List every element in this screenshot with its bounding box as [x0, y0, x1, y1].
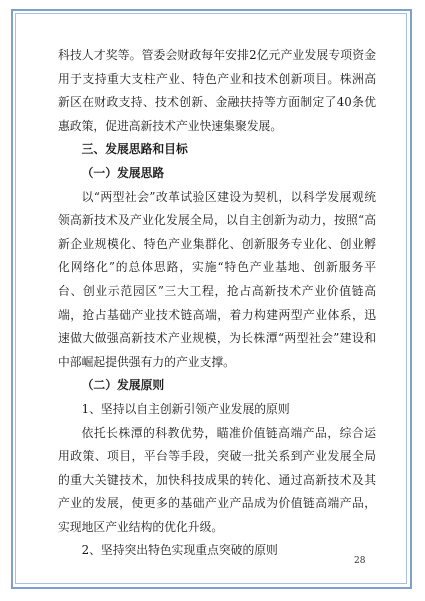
- subsection-heading: （一）发展思路: [81, 165, 165, 180]
- paragraph-development-approach: 以“两型社会”改革试验区建设为契机，以科学发展观统领高新技术及产业化发展全局，以自主创新为动力，按照“高新企业规模化、特色产业集群化、创新服务专业化、创业孵化网络化”的总体思路，实施“特色产业基地、创新服务平台、创业示范园区”三大工程，抢占高新技术产业价值链高端，抢占基础产业技术链高端，着力构建两型产业体系，迅速做大做强高新技术产业规模，为长株潭“两型社会”建设和中部崛起提供强有力的产业支撑。: [58, 189, 376, 369]
- section-heading: 三、发展思路和目标: [81, 142, 188, 157]
- page-number: 28: [354, 556, 366, 566]
- document-body: [58, 44, 376, 563]
- paragraph-principle-detail: 依托长株潭的科教优势，瞄准价值链高端产品，综合运用政策、项目，平台等手段，突破一批关系到产业发展全局的重大关键技术，加快科技成果的转化、通过高新技术及其产业的发展，使更多的基础产业产品成为价值链高端产品，实现地区产业结构的优化升级。: [58, 425, 376, 534]
- principle-item: 1、坚持以自主创新引领产业发展的原则: [81, 401, 290, 416]
- subsection-heading: （二）发展原则: [81, 378, 165, 393]
- paragraph-continuation: 科技人才奖等。管委会财政每年安排2亿元产业发展专项资金用于支持重大支柱产业、特色产业和技术创新项目。株洲高新区在财政支持、技术创新、金融扶持等方面制定了40条优惠政策，促进高新技术产业快速集聚发展。: [58, 48, 376, 133]
- principle-item: 2、坚持突出特色实现重点突破的原则: [81, 543, 278, 558]
